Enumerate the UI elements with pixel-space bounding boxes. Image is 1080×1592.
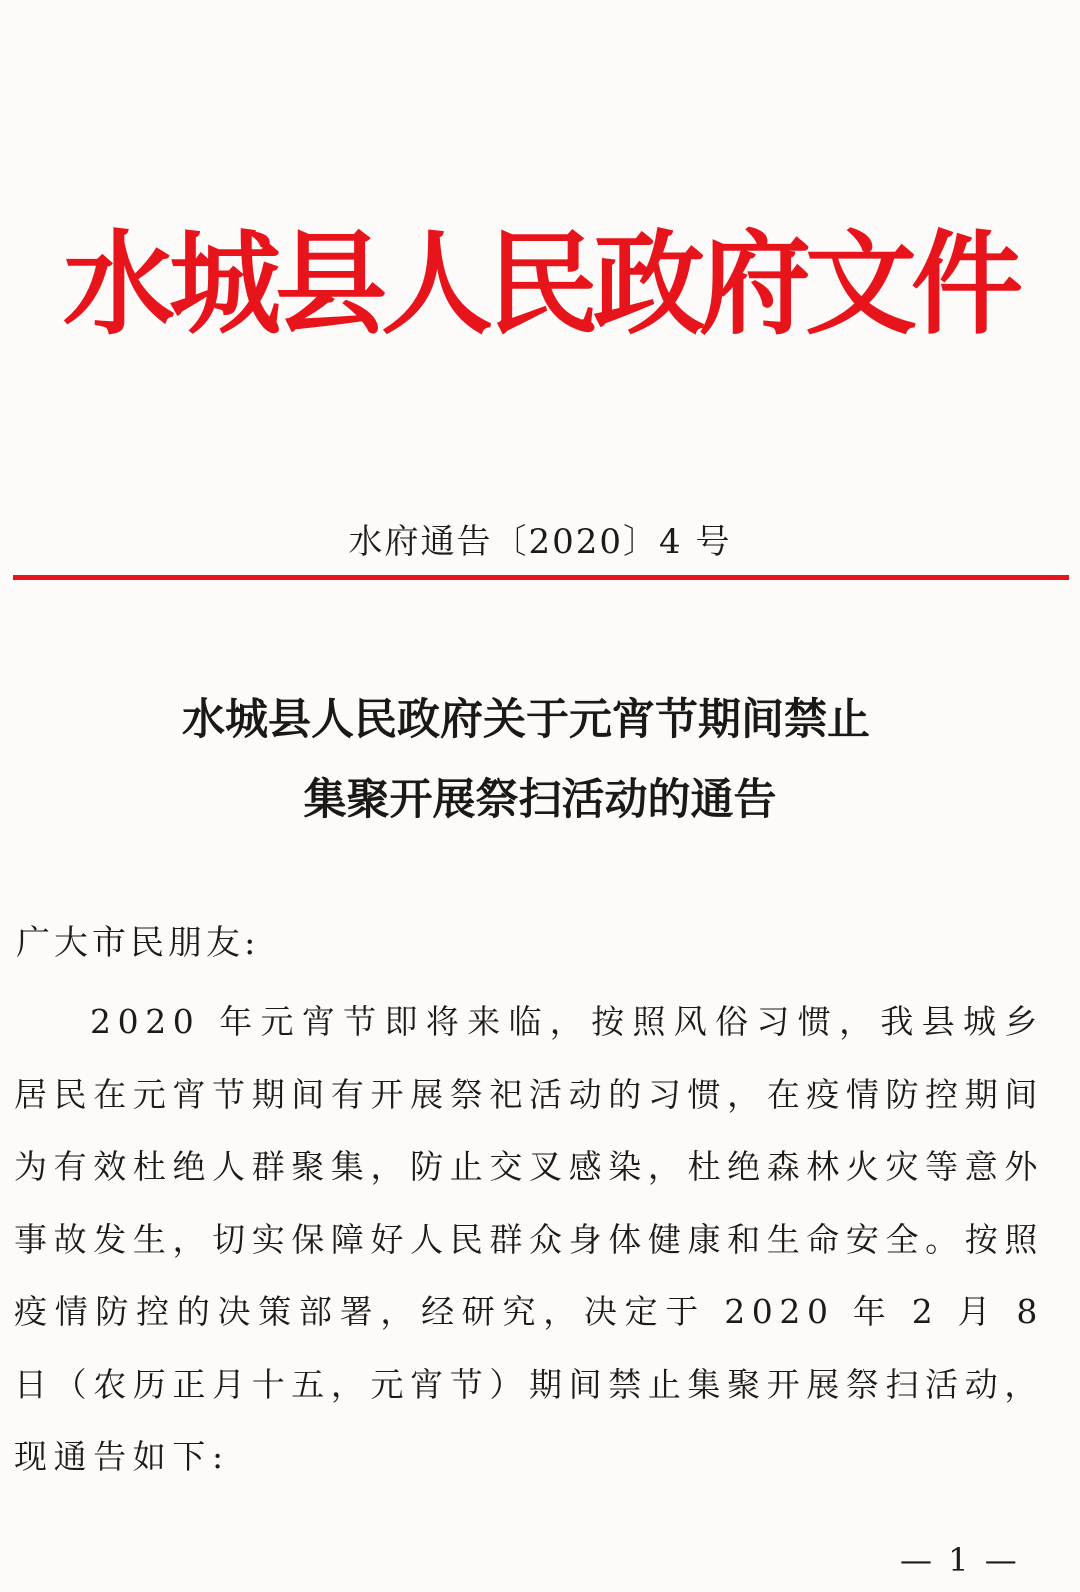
masthead-title: 水城县人民政府文件 bbox=[63, 220, 1017, 350]
body-paragraph: 2020 年元宵节即将来临，按照风俗习惯，我县城乡居民在元宵节期间有开展祭祀活动的习惯，在疫情防控期间为有效杜绝人群聚集，防止交叉感染，杜绝森林火灾等意外事故发生，切实保障好人民群众身体健康和生命安全。按照疫情防控的决策部署，经研究，决定于 2020 年 2 月 8 日（农历正月十五，元宵节）期间禁止集聚开展祭扫活动，现通告如下: bbox=[14, 1002, 1044, 1476]
salutation: 广大市民朋友: bbox=[16, 923, 260, 963]
document-number: 水府通告〔2020〕4 号 bbox=[348, 522, 732, 562]
page-number: — 1 — bbox=[900, 1541, 1020, 1579]
notice-title-line-1: 水城县人民政府关于元宵节期间禁止 bbox=[182, 695, 870, 745]
notice-title-line-2: 集聚开展祭扫活动的通告 bbox=[303, 775, 777, 825]
red-separator-line bbox=[13, 575, 1069, 580]
